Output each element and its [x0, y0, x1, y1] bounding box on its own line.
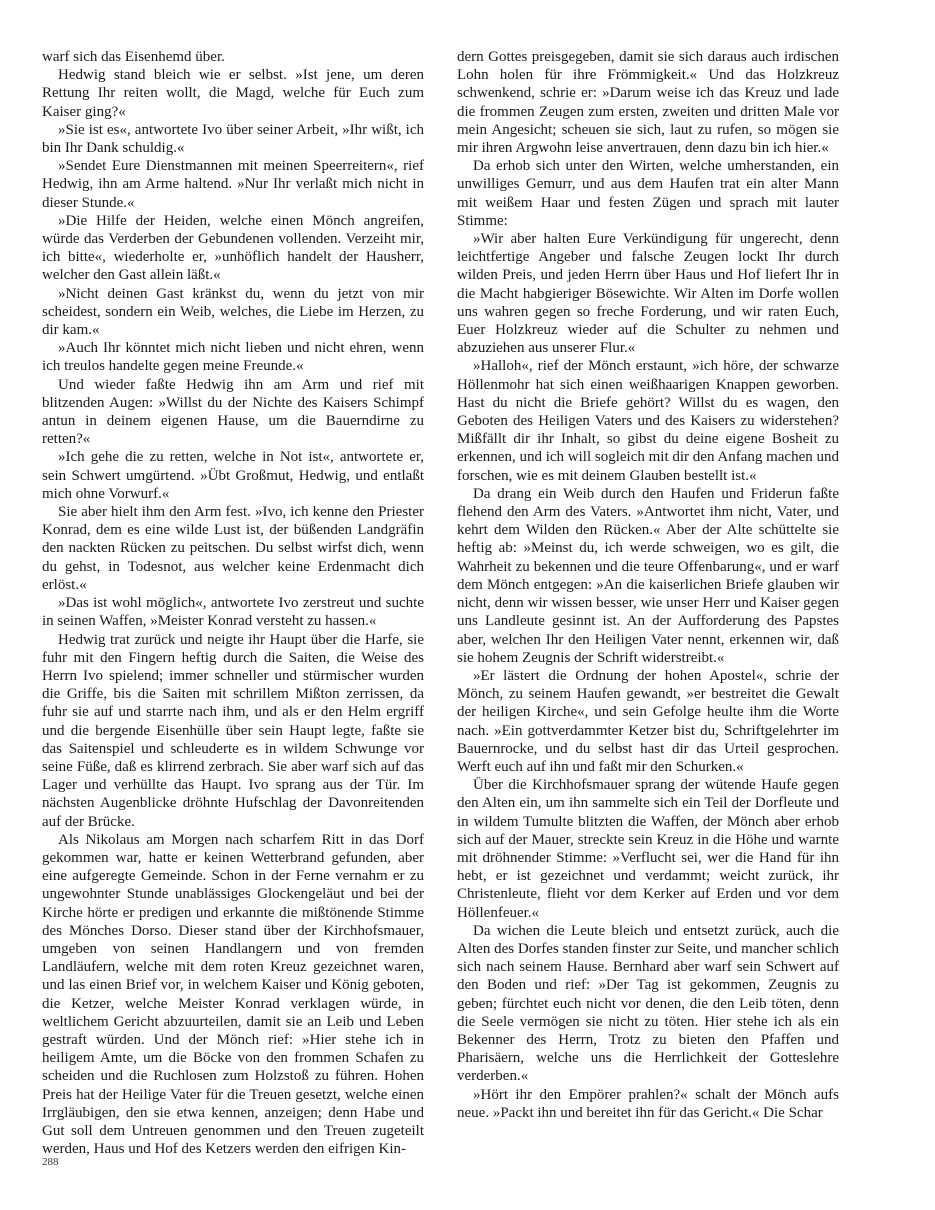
paragraph: »Die Hilfe der Heiden, welche einen Mönch angreifen, würde das Verderben der Gebundenen vollenden. Verzeiht mir, ich bitte«, wiederholte er, »unhöflich handelt der Hausherr, welcher den Gast allein läßt.«	[42, 212, 424, 284]
paragraph: Da erhob sich unter den Wirten, welche umherstanden, ein unwilliges Gemurr, und aus dem Haufen trat ein alter Mann mit weißem Haar und festen Zügen und sprach mit lauter Stimme:	[457, 158, 839, 229]
right-text-column	[457, 48, 839, 1122]
paragraph: Über die Kirchhofsmauer sprang der wütende Haufe gegen den Alten ein, um ihn sammelte sich ein Teil der Dorfleute und in wildem Tumulte blitzten die Waffen, der Mönch aber erhob sich auf der Mauer, streckte sein Kreuz in die Höhe und warnte mit dröhnender Stimme: »Verflucht sei, wer die Hand für ihn hebt, er ist gezeichnet und verdammt; weicht zurück, ihr Christenleute, flieht vor dem Kerker auf Erden und vor dem Höllenfeuer.«	[457, 777, 839, 921]
paragraph: »Wir aber halten Eure Verkündigung für ungerecht, denn leichtfertige Angeber und falsche Zeugen lockt Ihr durch wilden Preis, und jeden Herrn über Haus und Hof liefert Ihr in die Macht habgieriger Bösewichte. Wir Alten im Dorfe wollen uns wahren gegen so freche Forderung, und wir raten Euch, Euer Holzkreuz wieder auf die Schulter zu nehmen und abzuziehen aus unserer Flur.«	[457, 231, 839, 357]
page-number: 288	[42, 1156, 59, 1168]
paragraph: »Hört ihr den Empörer prahlen?« schalt der Mönch aufs neue. »Packt ihn und bereitet ihn für das Gericht.« Die Schar	[457, 1086, 839, 1121]
paragraph: Da drang ein Weib durch den Haufen und Friderun faßte flehend den Arm des Vaters. »Antwortet ihm nicht, Vater, und kehrt dem Wilden den Rücken.« Aber der Alte schüttelte sie heftig ab: »Meinst du, ich werde schweigen, wo es gilt, die Wahrheit zu bekennen und die teure Offenbarung«, und er warf dem Mönch entgegen: »An die kaiserlichen Briefe glauben wir nicht, denn wir wissen besser, wie unser Herr und Kaiser gegen uns Landleute gesinnt ist. An der Aufforderung des Papstes aber, welchen Ihr den Heiligen Vater nennt, erkennen wir, daß sie hohem Zeugnis der Schrift widerstreibt.«	[457, 485, 839, 666]
paragraph: Und wieder faßte Hedwig ihn am Arm und rief mit blitzenden Augen: »Willst du der Nichte des Kaisers Schimpf antun in deinem eigenen Hause, um die Bauerndirne zu retten?«	[42, 376, 424, 448]
paragraph: »Halloh«, rief der Mönch erstaunt, »ich höre, der schwarze Höllenmohr hat sich einen weißhaarigen Knappen geworben. Hast du nicht die Briefe gehört? Willst du es wagen, den Geboten des Heiligen Vaters und des Kaisers zu widerstehen? Mißfällt dir ihr Inhalt, so gibst du deine eigene Bosheit zu erkennen, und ich will sogleich mit dir den Anfang machen und forschen, wie es mit deinem Glauben bestellt ist.«	[457, 358, 839, 484]
paragraph: dern Gottes preisgegeben, damit sie sich daraus auch irdischen Lohn holen für ihre Frömmigkeit.« Und das Holzkreuz schwenkend, schrie er: »Darum weise ich das Kreuz und lade die frommen Zeugen zum ersten, zweiten und dritten Male vor mein Angesicht; scheuen sie sich, laut zu rufen, so mögen sie mir ihren Argwohn leise anvertrauen, denn dazu bin ich hier.«	[457, 49, 839, 157]
paragraph: »Ich gehe die zu retten, welche in Not ist«, antwortete er, sein Schwert umgürtend. »Übt Großmut, Hedwig, und entlaßt mich ohne Vorwurf.«	[42, 449, 424, 502]
paragraph: »Sie ist es«, antwortete Ivo über seiner Arbeit, »Ihr wißt, ich bin Ihr Dank schuldig.«	[42, 121, 424, 157]
paragraph: Hedwig trat zurück und neigte ihr Haupt über die Harfe, sie fuhr mit den Fingern heftig durch die Saiten, die Weise des Herrn Ivo spielend; immer schneller und stürmischer wurden die Griffe, bis die Saiten mit schrillem Mißton zerrissen, da fuhr sie auf und starrte nach ihm, und als er den Helm ergriff und die bergende Eisenhülle über sein Haupt legte, faßte sie das Saitenspiel und schleuderte es in wildem Schwunge vor seine Füße, daß es klirrend zerbrach. Sie aber warf sich auf das Lager und verhüllte das Haupt. Ivo sprang aus der Tür. Im nächsten Augenblicke dröhnte Hufschlag der Davonreitenden auf der Brücke.	[42, 631, 424, 830]
paragraph: »Er lästert die Ordnung der hohen Apostel«, schrie der Mönch, zu seinem Haufen gewandt, »er bestreitet die Gewalt der heiligen Kirche«, und sein Gefolge heulte ihm die Worte nach. »Ein gottverdammter Ketzer bist du, Schriftgelehrter im Bauernrocke, und du selbst hast dir das Urteil gesprochen. Werft euch auf ihn und faßt mir den Schurken.«	[457, 667, 839, 775]
paragraph: Hedwig stand bleich wie er selbst. »Ist jene, um deren Rettung Ihr reiten wollt, die Magd, welche für Euch zum Kaiser ging?«	[42, 67, 424, 120]
paragraph: Sie aber hielt ihm den Arm fest. »Ivo, ich kenne den Priester Konrad, dem es eine wilde Lust ist, der büßenden Landgräfin den nackten Rücken zu peitschen. Du selbst wirfst dich, wenn du gehst, in Todesnot, aus welcher keine Erdenmacht dich erlöst.«	[42, 504, 424, 593]
paragraph: Da wichen die Leute bleich und entsetzt zurück, auch die Alten des Dorfes standen finster zur Seite, und mancher schlich sich nach seinem Hause. Bernhard aber warf sein Schwert auf den Boden und rief: »Der Tag ist gekommen, Zeugnis zu geben; fürchtet euch nicht vor denen, die den Leib töten, denn die Seele vermögen sie nicht zu töten. Hier stehe ich als ein Bekenner des Herrn, Trotz zu bieten den Pfaffen und Pharisäern, welche uns die Herrlichkeit der Gotteslehre verderben.«	[457, 922, 839, 1085]
paragraph: »Das ist wohl möglich«, antwortete Ivo zerstreut und suchte in seinen Waffen, »Meister Konrad versteht zu hassen.«	[42, 595, 424, 630]
paragraph: »Auch Ihr könntet mich nicht lieben und nicht ehren, wenn ich treulos handelte gegen meine Freunde.«	[42, 340, 424, 375]
paragraph: »Sendet Eure Dienstmannen mit meinen Speerreitern«, rief Hedwig, ihn am Arme haltend. »Nur Ihr verlaßt mich nicht in dieser Stunde.«	[42, 158, 424, 211]
paragraph: warf sich das Eisenhemd über.	[42, 49, 225, 65]
paragraph: Als Nikolaus am Morgen nach scharfem Ritt in das Dorf gekommen war, hatte er keinen Wetterbrand gefunden, aber eine aufgeregte Gemeinde. Schon in der Ferne vernahm er zu ungewohnter Stunde unablässiges Glockengeläut und bei der Kirche hörte er predigen und erkannte die mißtönende Stimme des Mönches Dorso. Dieser stand über der Kirchhofsmauer, umgeben von seinen Handlangern und von fremden Landläufern, welche mit dem roten Kreuz gezeichnet waren, und las einen Brief vor, in welchem Kaiser und König geboten, die Ketzer, welche Meister Konrad verklagen würde, in weltlichem Gericht abzuurteilen, damit sie an Leib und Leben gestraft würden. Und der Mönch rief: »Hier stehe ich in heiligem Amte, um die Böcke von den frommen Schafen zu scheiden und die Ruchlosen zum Holzstoß zu führen. Hohen Preis hat der Heilige Vater für die Treuen gesetzt, welche einen Irrgläubigen, den sie etwa kennen, anzeigen; denn Habe und Gut soll dem Untreuen genommen und den Treuen zugeteilt werden, Haus und Hof des Ketzers werden den eifrigen Kin-	[42, 831, 424, 1158]
left-text-column	[42, 48, 424, 1158]
paragraph: »Nicht deinen Gast kränkst du, wenn du jetzt von mir scheidest, sondern ein Weib, welches, die Liebe im Herzen, zu dir kam.«	[42, 285, 424, 339]
